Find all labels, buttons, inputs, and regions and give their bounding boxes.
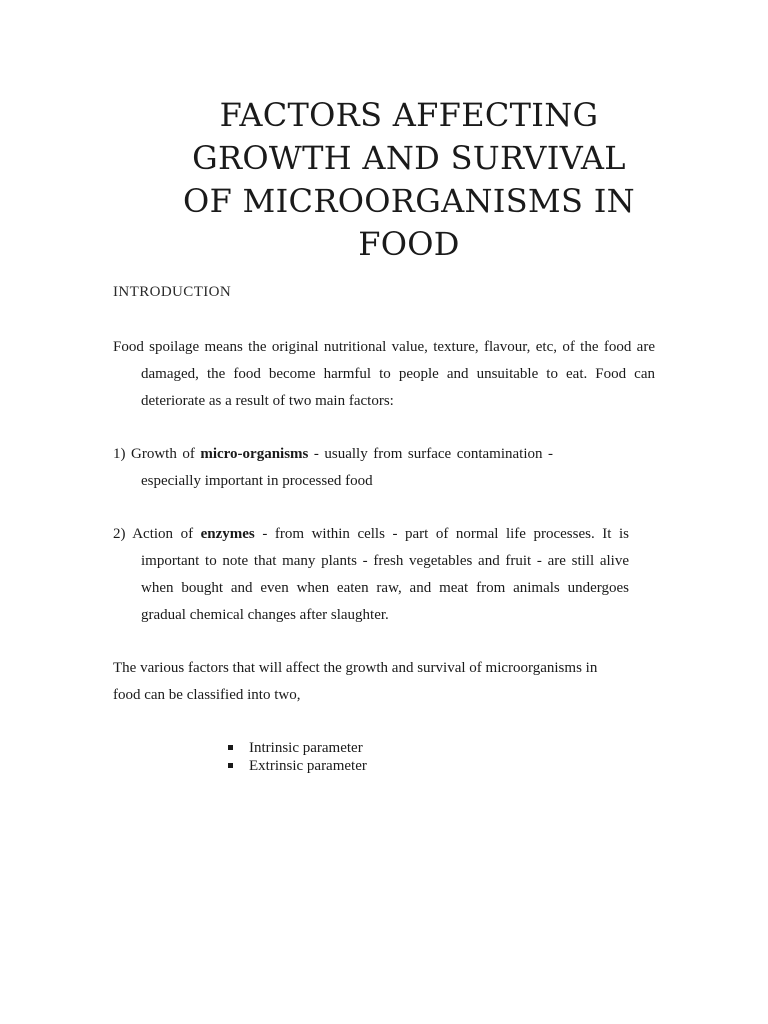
list-item <box>228 739 367 757</box>
paragraph-line: damaged, the food become harmful to people and unsuitable to eat. Food can <box>141 366 655 382</box>
factor-2-line <box>113 521 629 548</box>
intro-paragraph <box>113 334 655 415</box>
title-line: FOOD <box>358 225 460 263</box>
factor-1-paragraph <box>113 441 553 495</box>
paragraph-line: deteriorate as a result of two main factors: <box>141 393 394 409</box>
factor-1-line <box>113 441 553 468</box>
factor-2-prefix: 2) Action of <box>113 526 201 542</box>
factor-2-term: enzymes <box>200 526 255 542</box>
paragraph-line: Food spoilage means the original nutritional value, texture, flavour, etc, of the food are <box>113 339 655 355</box>
paragraph-line: The various factors that will affect the growth and survival of microorganisms in <box>113 660 598 676</box>
square-bullet-icon <box>228 745 233 750</box>
title-line: OF MICROORGANISMS IN <box>183 182 635 220</box>
classification-paragraph <box>113 655 613 709</box>
section-heading-introduction: INTRODUCTION <box>113 284 232 300</box>
factor-1-suffix: - usually from surface contamination - <box>308 446 554 462</box>
factor-1-term: micro-organisms <box>200 446 309 462</box>
title-line: GROWTH AND SURVIVAL <box>192 139 626 177</box>
paragraph-line: food can be classified into two, <box>113 687 301 703</box>
title-line: FACTORS AFFECTING <box>219 96 599 134</box>
list-item-label: Intrinsic parameter <box>249 740 363 756</box>
factor-1-prefix: 1) Growth of <box>113 446 201 462</box>
paragraph-line: gradual chemical changes after slaughter. <box>141 607 389 623</box>
factor-2-suffix: - from within cells - part of normal life processes. It is <box>254 526 629 542</box>
list-item-label: Extrinsic parameter <box>249 758 367 774</box>
paragraph-line: especially important in processed food <box>141 473 373 489</box>
list-item <box>228 757 367 775</box>
parameter-list <box>228 739 367 775</box>
document-title <box>170 94 648 266</box>
square-bullet-icon <box>228 763 233 768</box>
paragraph-line: important to note that many plants - fresh vegetables and fruit - are still alive <box>141 553 629 569</box>
paragraph-line: when bought and even when eaten raw, and meat from animals undergoes <box>141 580 629 596</box>
factor-2-paragraph <box>113 521 629 629</box>
